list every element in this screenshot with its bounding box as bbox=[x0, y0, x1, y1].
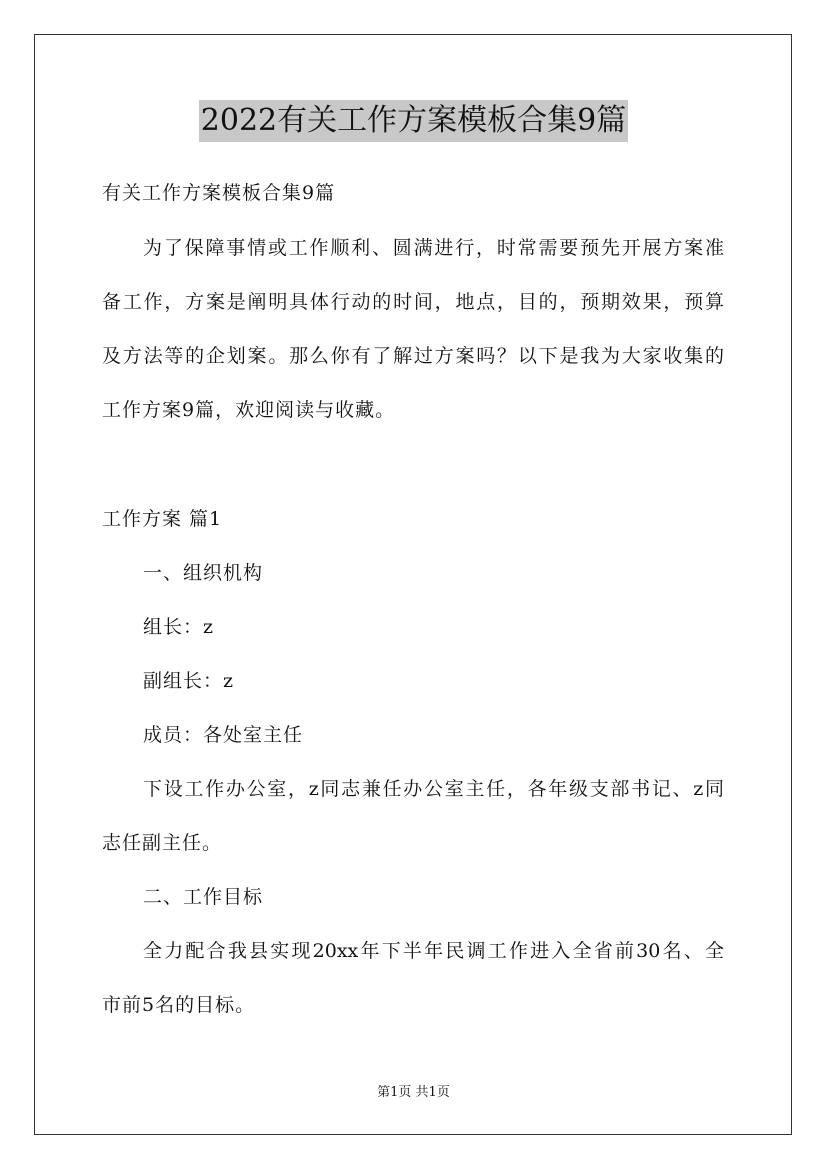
intro-line-4: 工作方案9篇，欢迎阅读与收藏。 bbox=[102, 399, 396, 421]
leader-line: 组长：z bbox=[143, 616, 215, 638]
goal-heading: 二、工作目标 bbox=[143, 886, 264, 908]
office-line-2: 志任副主任。 bbox=[102, 832, 223, 854]
goal-line-2: 市前5名的目标。 bbox=[102, 994, 256, 1016]
section-heading: 工作方案 篇1 bbox=[102, 508, 223, 530]
page-number: 第1页 共1页 bbox=[377, 1085, 450, 1100]
goal-line-1: 全力配合我县实现20xx年下半年民调工作进入全省前30名、全 bbox=[143, 940, 724, 962]
subtitle: 有关工作方案模板合集9篇 bbox=[102, 182, 336, 204]
members-line: 成员：各处室主任 bbox=[143, 724, 304, 746]
deputy-leader-line: 副组长：z bbox=[143, 670, 235, 692]
intro-line-1: 为了保障事情或工作顺利、圆满进行，时常需要预先开展方案准 bbox=[143, 237, 724, 259]
org-heading: 一、组织机构 bbox=[143, 562, 264, 584]
office-line-1: 下设工作办公室，z同志兼任办公室主任，各年级支部书记、z同 bbox=[143, 778, 724, 800]
document-title: 2022有关工作方案模板合集9篇 bbox=[199, 100, 628, 142]
title-container bbox=[0, 100, 827, 142]
page-footer bbox=[0, 1084, 827, 1102]
intro-line-2: 备工作，方案是阐明具体行动的时间，地点，目的，预期效果，预算 bbox=[102, 291, 724, 313]
intro-line-3: 及方法等的企划案。那么你有了解过方案吗？以下是我为大家收集的 bbox=[102, 345, 724, 367]
